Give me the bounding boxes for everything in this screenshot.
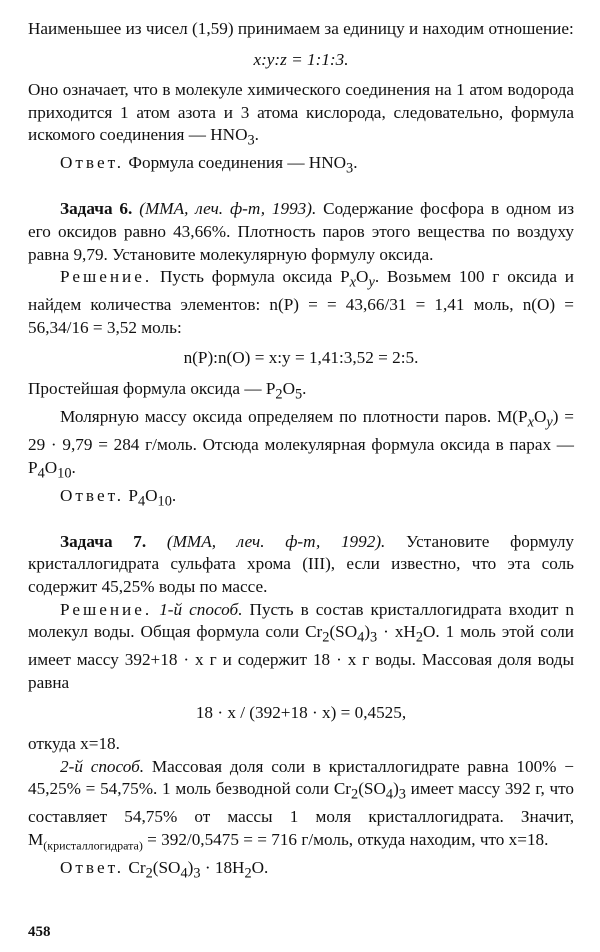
task-6-equation: n(P):n(O) = x:y = 1,41:3,52 = 2:5. xyxy=(183,348,419,368)
answer-7: Ответ. $Cr_2(SO_4)_3 \cdot 18H_2O$. xyxy=(60,857,269,882)
intro-line: Наименьшее из чисел (1,59) принимаем за единицу и находим отношение: xyxy=(28,19,574,38)
page-number: 458 xyxy=(28,924,51,940)
answer-6: Ответ. $P_4O_{10}$. xyxy=(60,485,177,510)
ratio-equation: x:y:z = 1:1:3. xyxy=(253,49,349,69)
task-7-equation: 18 · x / (392+18 · x) = 0,4525, xyxy=(195,703,407,723)
task-6-statement: Задача 6. (ММА, леч. ф-т, 1993). Содержание фосфора в одном из его оксидов равно 43,66%. Плотность паров этого вещества по воздуху равна 9,79. Установите молекулярную формулу оксида. xyxy=(28,199,574,264)
explanation-paragraph: Оно означает, что в молекуле химического соединения на 1 атом водорода приходится 1 атом азота и 3 атома кислорода, следовательно, формула искомого соединения — $HNO_3$. xyxy=(28,80,574,149)
task-6-simplest-formula: Простейшая формула оксида — $P_2O_5$. xyxy=(28,379,307,403)
task-7-statement: Задача 7. (ММА, леч. ф-т, 1992). Установите формулу кристаллогидрата сульфата хрома (III), если известно, что эта соль содержит 45,25% воды по массе. xyxy=(28,531,575,596)
task-7-solution: Решение. 1-й способ. Пусть в состав кристаллогидрата входит n молекул воды. Общая формула соли $Cr_2(SO_4)_3 \cdot xH_2O$. 1 моль этой соли имеет массу 392+18 · x г и содержит 18 · x г воды. Массовая доля воды равна xyxy=(28,599,574,692)
task-6-solution: Решение. Пусть формула оксида $P_xO_y$. Возьмем 100 г оксида и найдем количества элементов: n(P) = = 43,66/31 = 1,41 моль, n(O) = 56,34/16 = 3,52 моль: xyxy=(28,267,574,337)
task-7-result: откуда x=18. xyxy=(28,733,120,753)
answer-1: Ответ. Формула соединения — $HNO_3$. xyxy=(60,153,358,177)
task-6-molar-mass: Молярную массу оксида определяем по плотности паров. $M(P_xO_y) = 29 \cdot 9,79 = 284$ г/моль. Отсюда молекулярная формула оксида в парах — $P_4O_{10}$. xyxy=(28,407,574,482)
task-7-second-method: 2-й способ. Массовая доля соли в кристаллогидрате равна 100% − 45,25% = 54,75%. 1 моль безводной соли $Cr_2(SO_4)_3$ имеет массу 392 г, что составляет 54,75% от массы 1 моля кристаллогидрата. Значит, $M_{(кристаллогидрата)} = 392/0,5475$ = = 716 г/моль, откуда находим, что x=18. xyxy=(28,756,574,853)
